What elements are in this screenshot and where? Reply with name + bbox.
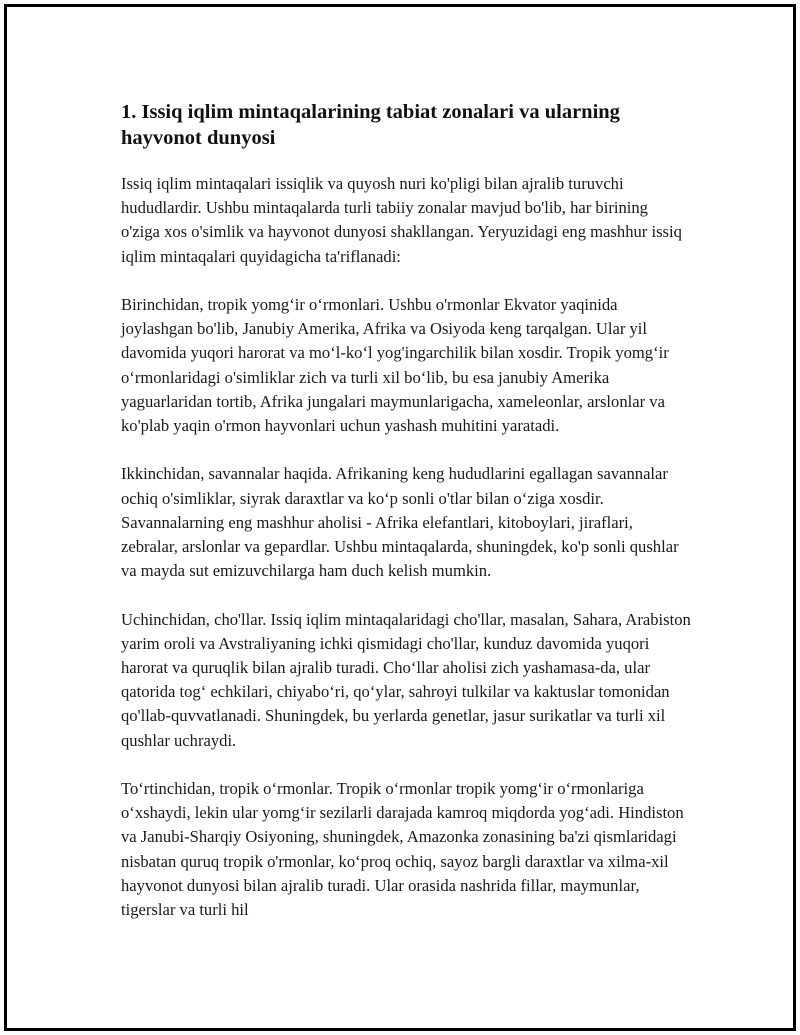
paragraph-rainforests: Birinchidan, tropik yomg‘ir o‘rmonlari. Ushbu o'rmonlar Ekvator yaqinida joylashgan bo'lib, Janubiy Amerika, Afrika va Osiyoda keng tarqalgan. Ular yil davomida yuqori harorat va mo‘l-ko‘l yog'ingarchilik bilan xosdir. Tropik yomg‘ir o‘rmonlaridagi o'simliklar zich va turli xil bo‘lib, bu esa janubiy Amerika yaguarlaridan tortib, Afrika jungalari maymunlarigacha, xameleonlar, arslonlar va ko'plab yaqin o'rmon hayvonlari uchun yashash muhitini yaratadi. [121, 295, 669, 436]
paragraph-tropical-forests: To‘rtinchidan, tropik o‘rmonlar. Tropik o‘rmonlar tropik yomg‘ir o‘rmonlariga o‘xshaydi, lekin ular yomg‘ir sezilarli darajada kamroq miqdorda yog‘adi. Hindiston va Janubi-Sharqiy Osiyoning, shuningdek, Amazonka zonasining ba'zi qismlaridagi nisbatan quruq tropik o'rmonlar, ko‘proq ochiq, sayoz bargli daraxtlar va xilma-xil hayvonot dunyosi bilan ajralib turadi. Ular orasida nashrida fillar, maymunlar, tigerslar va turli hil [121, 779, 684, 920]
paragraph-deserts: Uchinchidan, cho'llar. Issiq iqlim mintaqalaridagi cho'llar, masalan, Sahara, Arabiston yarim oroli va Avstraliyaning ichki qismidagi cho'llar, kunduz davomida yuqori harorat va quruqlik bilan ajralib turadi. Cho‘llar aholisi zich yashamasa-da, ular qatorida tog‘ echkilari, chiyabo‘ri, qo‘ylar, sahroyi tulkilar va kaktuslar tomonidan qo'llab-quvvatlanadi. Shuningdek, bu yerlarda genetlar, jasur surikatlar va turli xil qushlar uchraydi. [121, 609, 691, 750]
paragraph-intro: Issiq iqlim mintaqalari issiqlik va quyosh nuri ko'pligi bilan ajralib turuvchi hududlardir. Ushbu mintaqalarda turli tabiiy zonalar mavjud bo'lib, har birining o'ziga xos o'simlik va hayvonot dunyosi shakllangan. Yeryuzidagi eng mashhur issiq iqlim mintaqalari quyidagicha ta'riflanadi: [121, 174, 682, 266]
document-body [121, 99, 691, 946]
document-page [4, 4, 796, 1031]
paragraph-savannas: Ikkinchidan, savannalar haqida. Afrikaning keng hududlarini egallagan savannalar ochiq o'simliklar, siyrak daraxtlar va ko‘p sonli o'tlar bilan o‘ziga xosdir. Savannalarning eng mashhur aholisi - Afrika elefantlari, kitoboylari, jiraflari, zebralar, arslonlar va gepardlar. Ushbu mintaqalarda, shuningdek, ko'p sonli qushlar va mayda sut emizuvchilarga ham duch kelish mumkin. [121, 464, 679, 581]
section-heading: 1. Issiq iqlim mintaqalarining tabiat zonalari va ularning hayvonot dunyosi [121, 101, 620, 149]
